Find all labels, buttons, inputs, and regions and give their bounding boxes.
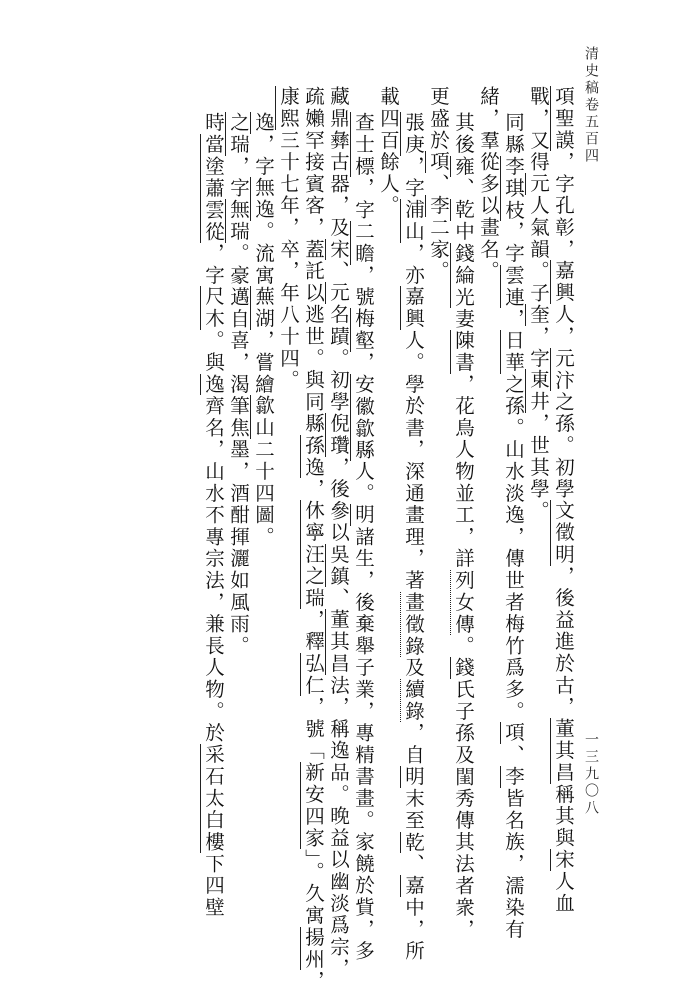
name-mark: 嘉 [402,875,425,897]
name-mark: 雲連 [502,264,525,309]
name-mark: 文徵明 [552,500,575,566]
name-mark: 查士標 [352,112,375,178]
name-mark: 揚州 [302,926,325,971]
name-mark: 董其昌 [327,609,350,675]
name-mark: 安徽歙縣 [352,373,375,461]
name-mark: 雍 [452,155,475,178]
name-mark: 項聖謨 [552,86,575,152]
name-mark: 之瑞 [227,112,250,156]
name-mark: 歙山 [252,395,275,440]
name-mark: 董其昌 [552,718,575,784]
name-mark: 明 [352,504,375,527]
name-mark: 休寧汪之瑞 [302,500,325,610]
name-mark: 宋 [327,238,350,261]
text-column-13: 逸，字無逸。流寓蕪湖，嘗繪歙山二十四圖。 [252,112,275,549]
text-column-7: 張庚，字浦山，亦嘉興人。學於書，深通畫理，著畫徵錄及續錄，自明末至乾、嘉中，所 [402,112,425,963]
name-mark: 日華 [502,330,525,374]
text-column-10: 藏鼎彝古器，及宋、元名蹟。初學倪瓚，後參以吳鎮、董其昌法，稱逸品。晚益以幽淡爲宗， [327,86,350,980]
name-mark: 尺木 [202,286,225,331]
name-mark: 康熙 [277,86,300,130]
name-mark: 逸 [202,373,225,396]
name-mark: 李 [427,195,450,217]
name-mark: 錢 [452,657,475,679]
name-mark: 明 [402,766,425,788]
name-mark: 李琪枝 [502,155,525,222]
name-mark: 宋 [552,849,575,871]
name-mark: 弘仁 [302,652,325,697]
text-column-9: 查士標，字二瞻，號梅壑，安徽歙縣人。明諸生，後棄舉子業，專精書畫。家饒於貲，多 [352,112,375,963]
title-mark: 續錄 [402,678,425,723]
text-column-11: 疏嬾罕接賓客，蓋託以逃世。與同縣孫逸，休寧汪之瑞，釋弘仁，號「新安四家」。久寓揚州， [302,86,325,992]
name-mark: 新安四家 [302,761,325,850]
title-mark: 列女傳 [452,569,475,636]
name-mark: 倪瓚 [327,413,350,457]
name-mark: 元 [527,173,550,196]
name-mark: 張庚 [402,112,425,156]
name-mark: 項 [502,722,525,745]
text-column-14: 之瑞，字無瑞。豪邁自喜，渴筆焦墨，酒酣揮灑如風雨。 [227,112,250,658]
text-column-2: 戰，又得元人氣韻。子奎，字東井，世其學。 [527,86,550,523]
name-mark: 元汴 [552,347,575,392]
name-mark: 嘉興 [552,260,575,305]
name-mark: 元 [327,282,350,305]
running-title: 清史稿卷五百四 [583,46,599,165]
name-mark: 孫逸 [302,434,325,479]
name-mark: 二瞻 [352,221,375,265]
text-column-8: 載四百餘人。 [377,86,400,217]
text-column-6: 更盛於項、李二家。 [427,86,450,283]
name-mark: 無瑞 [227,199,250,243]
page-number: 一三九〇八 [583,732,599,817]
name-mark: 吳鎮 [327,543,350,588]
name-mark: 乾 [402,831,425,854]
name-mark: 蕪湖 [252,286,275,331]
text-column-3: 同縣李琪枝，字雲連，日華之孫。山水淡逸，傳世者梅竹爲多。項、李皆名族，濡染有 [502,112,525,941]
name-mark: 李 [502,766,525,788]
name-mark: 乾 [452,199,475,222]
name-mark: 陳書 [452,330,475,374]
name-mark: 浦山 [402,199,425,243]
name-mark: 當塗蕭雲從 [202,133,225,243]
text-column-15: 時當塗蕭雲從，字尺木。與逸齊名，山水不專宗法，兼長人物。於采石太白樓下四壁 [202,112,225,919]
title-mark: 畫徵錄 [402,591,425,658]
text-column-12: 康熙三十七年，卒，年八十四。 [277,86,300,392]
name-mark: 奎 [527,304,550,326]
text-column-5: 其後雍、乾中錢綸光妻陳書，花鳥人物並工，詳列女傳。錢氏子孫及閨秀傳其法者衆， [452,112,475,941]
name-mark: 錢綸光 [452,242,475,309]
name-mark: 逸 [252,112,275,134]
name-mark: 采石太白樓 [202,744,225,854]
name-mark: 東井 [527,369,550,414]
name-mark: 梅壑 [352,308,375,352]
name-mark: 嘉興 [402,286,425,331]
text-column-4: 緒，羣從多以畫名。 [477,86,500,283]
name-mark: 無逸 [252,177,275,222]
text-column-1: 項聖謨，字孔彰，嘉興人，元汴之孫。初學文徵明，後益進於古，董其昌稱其與宋人血 [552,86,575,915]
name-mark: 項 [427,151,450,174]
